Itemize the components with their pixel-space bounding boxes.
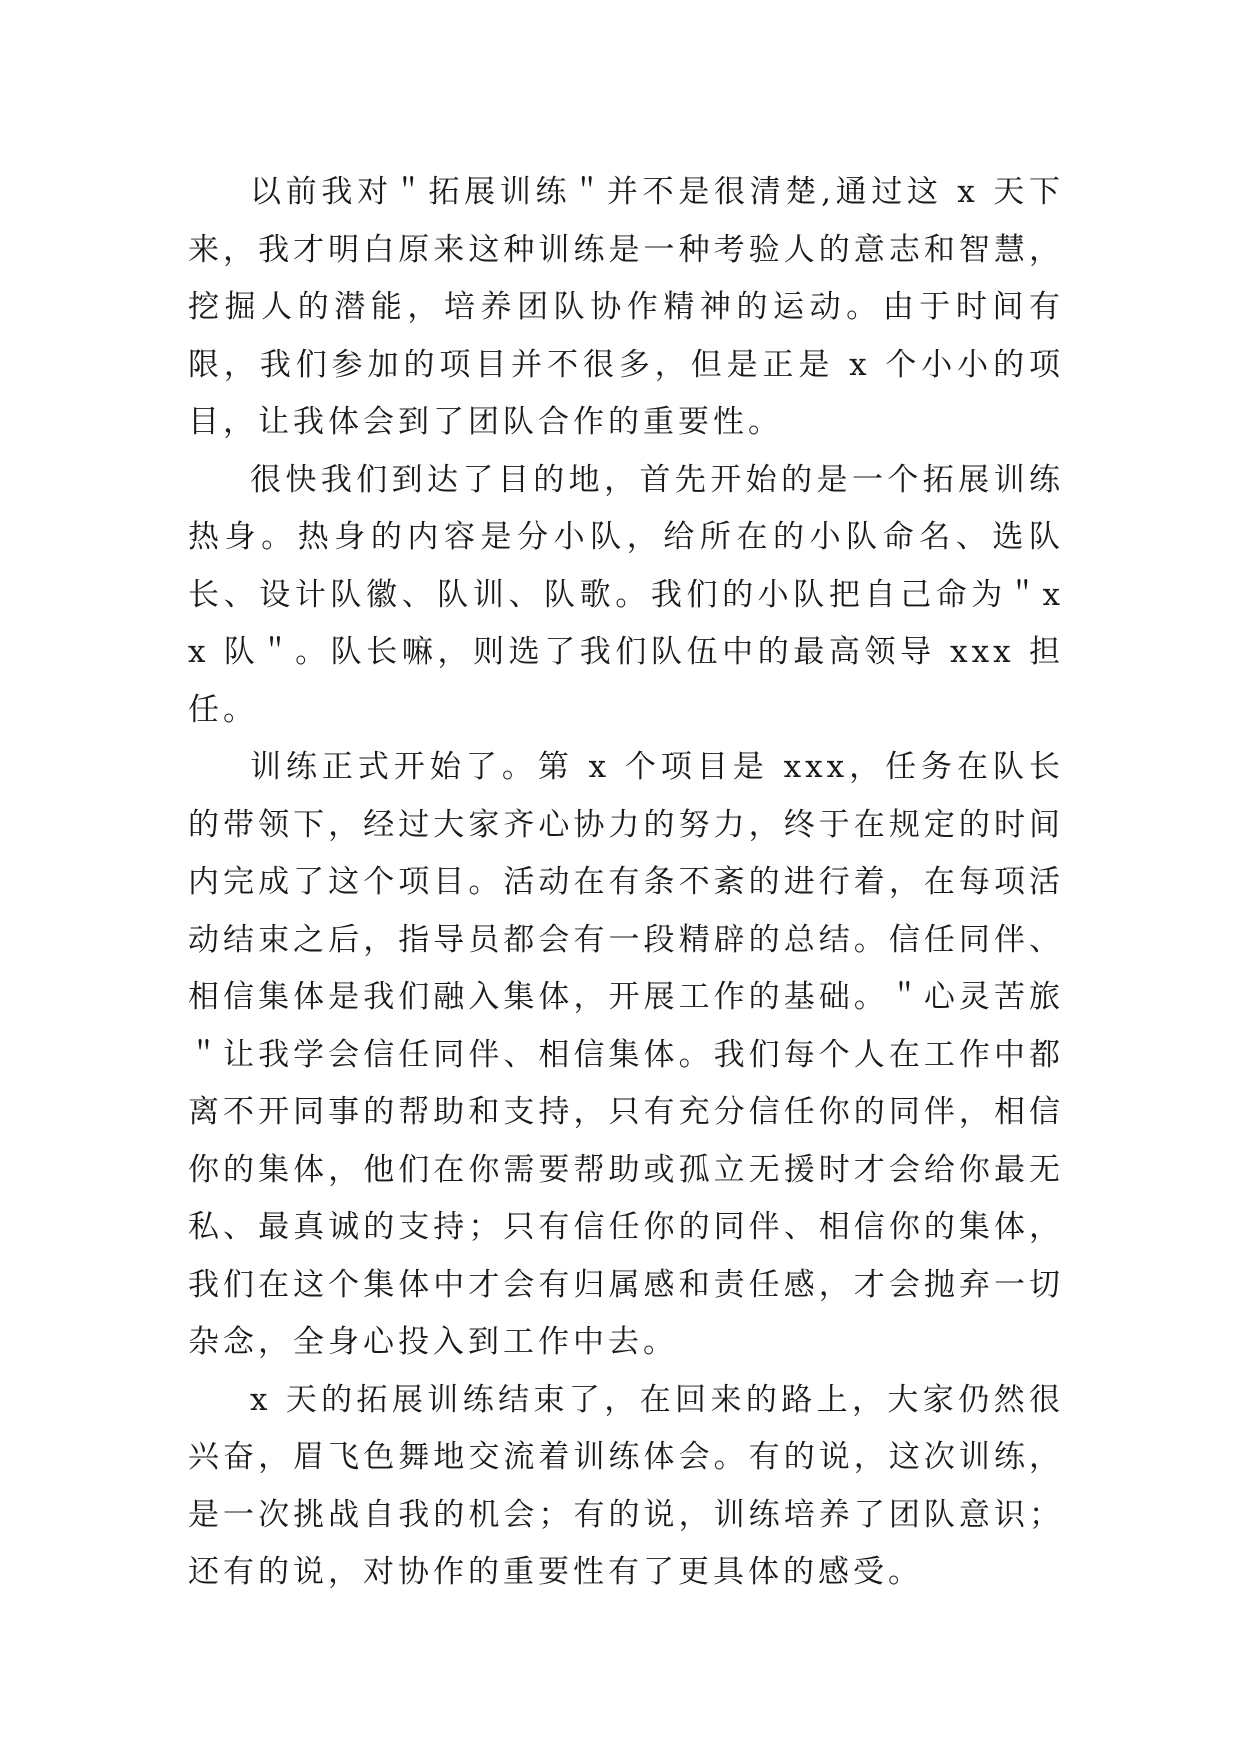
paragraph-training: 训练正式开始了。第 x 个项目是 xxx，任务在队长的带领下，经过大家齐心协力的努力，终于在规定的时间内完成了这个项目。活动在有条不紊的进行着，在每项活动结束之后，指导员都会有一段精辟的总结。信任同伴、相信集体是我们融入集体，开展工作的基础。＂心灵苦旅＂让我学会信任同伴、相信集体。我们每个人在工作中都离不开同事的帮助和支持，只有充分信任你的同伴，相信你的集体，他们在你需要帮助或孤立无援时才会给你最无私、最真诚的支持；只有信任你的同伴、相信你的集体，我们在这个集体中才会有归属感和责任感，才会抛弃一切杂念，全身心投入到工作中去。 xyxy=(188,749,1064,1360)
document-body xyxy=(188,164,1064,1602)
paragraph-conclusion: x 天的拓展训练结束了，在回来的路上，大家仍然很兴奋，眉飞色舞地交流着训练体会。有的说，这次训练，是一次挑战自我的机会；有的说，训练培养了团队意识；还有的说，对协作的重要性有了更具体的感受。 xyxy=(188,1381,1064,1590)
paragraph-warmup: 很快我们到达了目的地，首先开始的是一个拓展训练热身。热身的内容是分小队，给所在的小队命名、选队长、设计队徽、队训、队歌。我们的小队把自己命为＂xx 队＂。队长嘛，则选了我们队伍中的最高领导 xxx 担任。 xyxy=(188,461,1064,728)
paragraph-intro: 以前我对＂拓展训练＂并不是很清楚,通过这 x 天下来，我才明白原来这种训练是一种考验人的意志和智慧，挖掘人的潜能，培养团队协作精神的运动。由于时间有限，我们参加的项目并不很多，但是正是 x 个小小的项目，让我体会到了团队合作的重要性。 xyxy=(188,174,1064,440)
